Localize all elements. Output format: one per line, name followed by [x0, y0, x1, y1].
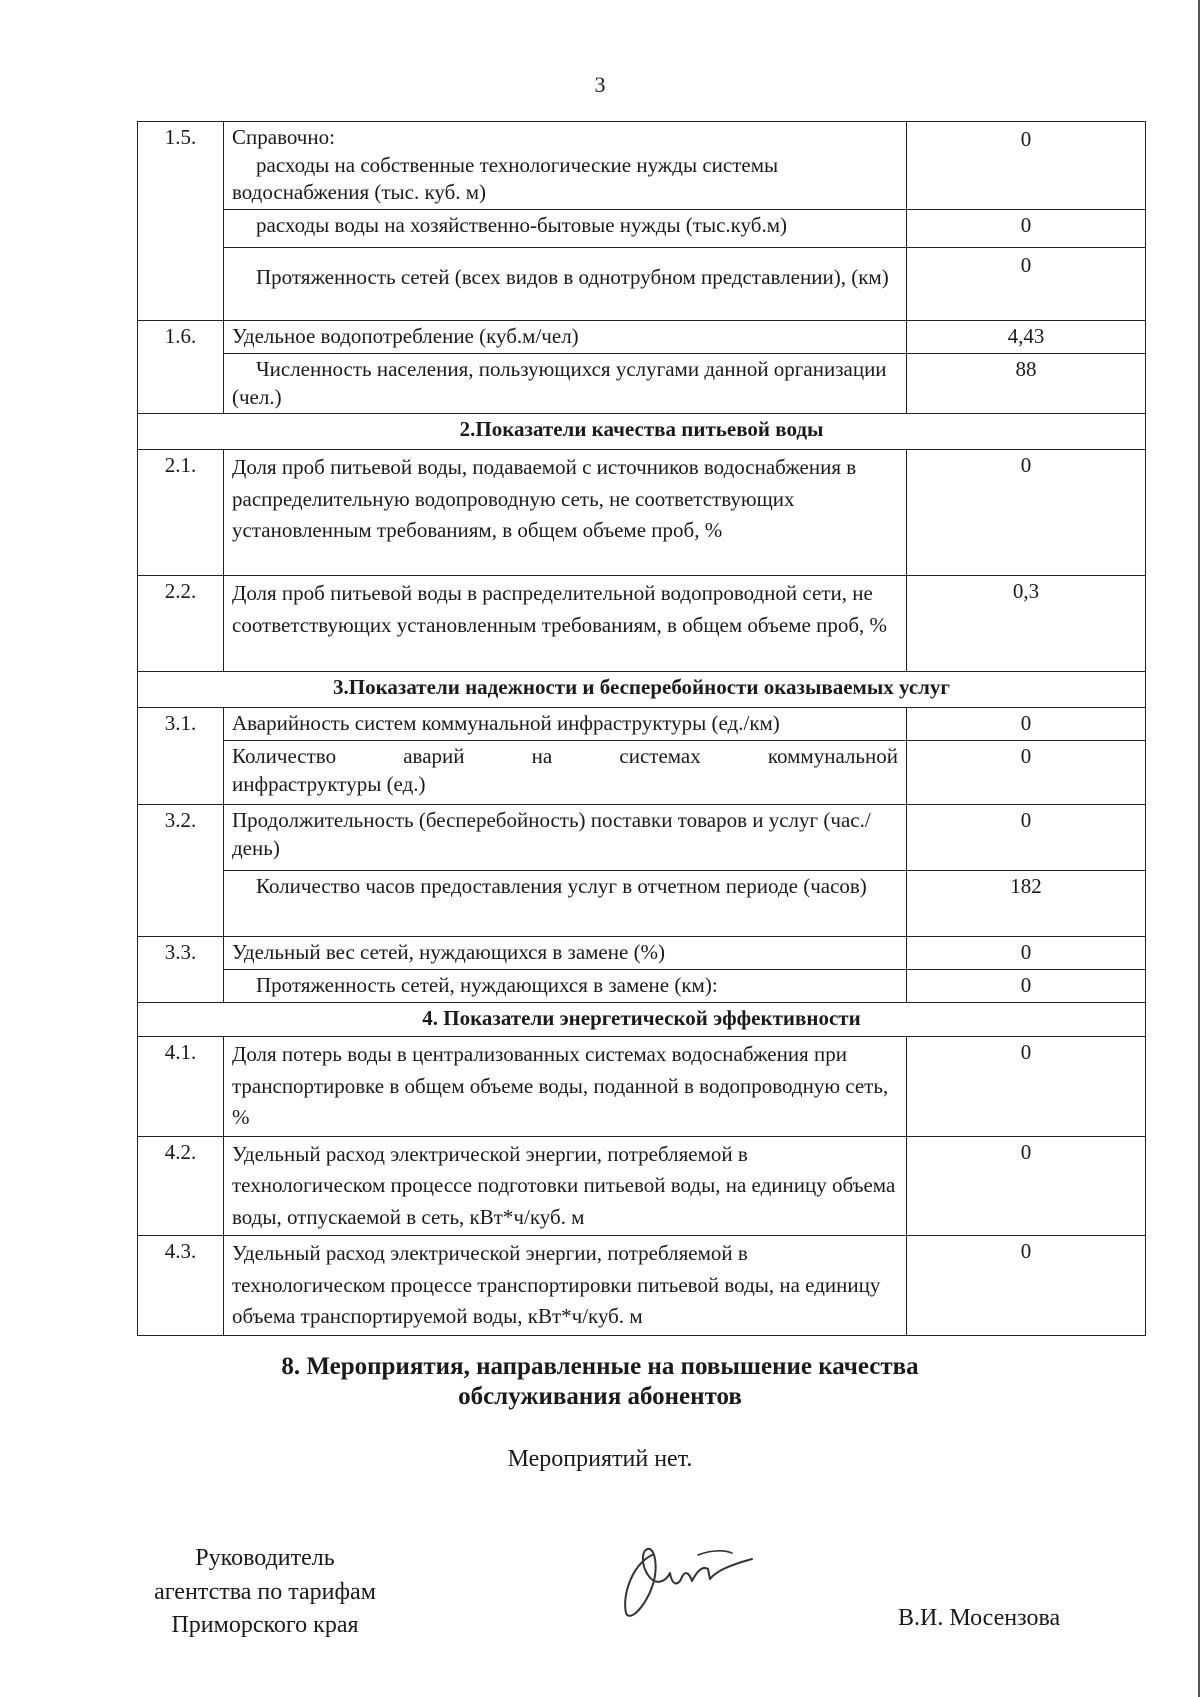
row-label: расходы воды на хозяйственно-бытовые нужды (тыс.куб.м) — [224, 210, 907, 248]
row-number: 3.1. — [138, 708, 224, 805]
row-value: 0 — [907, 122, 1146, 210]
table-row — [138, 1236, 1146, 1336]
indicators-table — [137, 121, 1146, 1336]
row-value: 0,3 — [907, 576, 1146, 672]
table-row — [138, 970, 1146, 1003]
position-line: Приморского края — [171, 1612, 359, 1639]
row-value: 0 — [907, 248, 1146, 321]
row-value: 88 — [907, 353, 1146, 413]
row-label: Аварийность систем коммунальной инфраструктуры (ед./км) — [224, 708, 907, 741]
row-label-line: Количество аварий на системах коммунальной — [232, 744, 898, 769]
row-value: 0 — [907, 1037, 1146, 1137]
section-8-heading: 8. Мероприятия, направленные на повышение качества обслуживания абонентов — [281, 1353, 919, 1410]
row-number: 3.2. — [138, 805, 224, 937]
section-heading: 3.Показатели надежности и бесперебойности оказываемых услуг — [138, 672, 1146, 708]
row-label: Доля проб питьевой воды, подаваемой с источников водоснабжения в распределительную водопроводную сеть, не соответствующих установленным требованиям, в общем объеме проб, % — [224, 450, 907, 576]
row-number: 3.3. — [138, 937, 224, 1003]
row-label-heading: Справочно: — [232, 125, 335, 149]
table-row — [138, 576, 1146, 672]
row-label: Продолжительность (бесперебойность) поставки товаров и услуг (час./день) — [224, 805, 907, 871]
row-value: 0 — [907, 937, 1146, 970]
row-number: 1.6. — [138, 321, 224, 414]
row-value: 0 — [907, 805, 1146, 871]
table-row — [138, 450, 1146, 576]
row-value: 0 — [907, 741, 1146, 805]
row-label: Доля проб питьевой воды в распределительной водопроводной сети, не соответствующих установленным требованиям, в общем объеме проб, % — [224, 576, 907, 672]
table-row — [138, 937, 1146, 970]
table-row — [138, 210, 1146, 248]
row-label: Протяженность сетей (всех видов в однотрубном представлении), (км) — [224, 248, 907, 321]
page-number: 3 — [594, 72, 606, 97]
section-row — [138, 414, 1146, 450]
row-value: 0 — [907, 1236, 1146, 1336]
signatory-position — [130, 1542, 400, 1643]
row-label: Количество часов предоставления услуг в отчетном периоде (часов) — [224, 871, 907, 937]
row-label-sub: расходы на собственные технологические нужды системы водоснабжения (тыс. куб. м) — [232, 152, 779, 205]
table-row — [138, 708, 1146, 741]
table-row — [138, 353, 1146, 413]
row-label: Удельное водопотребление (куб.м/чел) — [224, 321, 907, 354]
signer-name: В.И. Мосензова — [898, 1605, 1061, 1631]
row-value: 0 — [907, 450, 1146, 576]
section-row — [138, 1003, 1146, 1037]
row-number: 4.3. — [138, 1236, 224, 1336]
section-row — [138, 672, 1146, 708]
table-row — [138, 248, 1146, 321]
table-row — [138, 321, 1146, 354]
section-heading: 4. Показатели энергетической эффективности — [138, 1003, 1146, 1037]
table-row — [138, 122, 1146, 210]
position-line: Руководитель — [195, 1545, 335, 1571]
row-label — [224, 122, 907, 210]
row-label: Численность населения, пользующихся услугами данной организации (чел.) — [224, 353, 907, 413]
row-value: 182 — [907, 871, 1146, 937]
position-line: агентства по тарифам — [154, 1578, 376, 1605]
row-label: Протяженность сетей, нуждающихся в замене (км): — [224, 970, 907, 1003]
row-number: 4.1. — [138, 1037, 224, 1137]
row-label — [224, 741, 907, 805]
section-8-text: Мероприятий нет. — [507, 1446, 693, 1472]
row-label: Доля потерь воды в централизованных системах водоснабжения при транспортировке в общем объеме воды, поданной в водопроводную сеть, % — [224, 1037, 907, 1137]
section-heading: 2.Показатели качества питьевой воды — [138, 414, 1146, 450]
row-value: 0 — [907, 970, 1146, 1003]
row-value: 0 — [907, 708, 1146, 741]
table-row — [138, 871, 1146, 937]
row-number: 4.2. — [138, 1136, 224, 1236]
row-label-line: инфраструктуры (ед.) — [232, 772, 426, 797]
row-label: Удельный расход электрической энергии, потребляемой в технологическом процессе транспортировки питьевой воды, на единицу объема транспортируемой воды, кВт*ч/куб. м — [224, 1236, 907, 1336]
row-label: Удельный расход электрической энергии, потребляемой в технологическом процессе подготовки питьевой воды, на единицу объема воды, отпускаемой в сеть, кВт*ч/куб. м — [224, 1136, 907, 1236]
table-row — [138, 1136, 1146, 1236]
table-row — [138, 1037, 1146, 1137]
row-number: 1.5. — [138, 122, 224, 321]
row-label: Удельный вес сетей, нуждающихся в замене (%) — [224, 937, 907, 970]
row-value: 0 — [907, 210, 1146, 248]
row-value: 4,43 — [907, 321, 1146, 354]
row-number: 2.1. — [138, 450, 224, 576]
row-value: 0 — [907, 1136, 1146, 1236]
row-number: 2.2. — [138, 576, 224, 672]
handwritten-signature — [612, 1535, 762, 1625]
table-row — [138, 805, 1146, 871]
table-row — [138, 741, 1146, 805]
